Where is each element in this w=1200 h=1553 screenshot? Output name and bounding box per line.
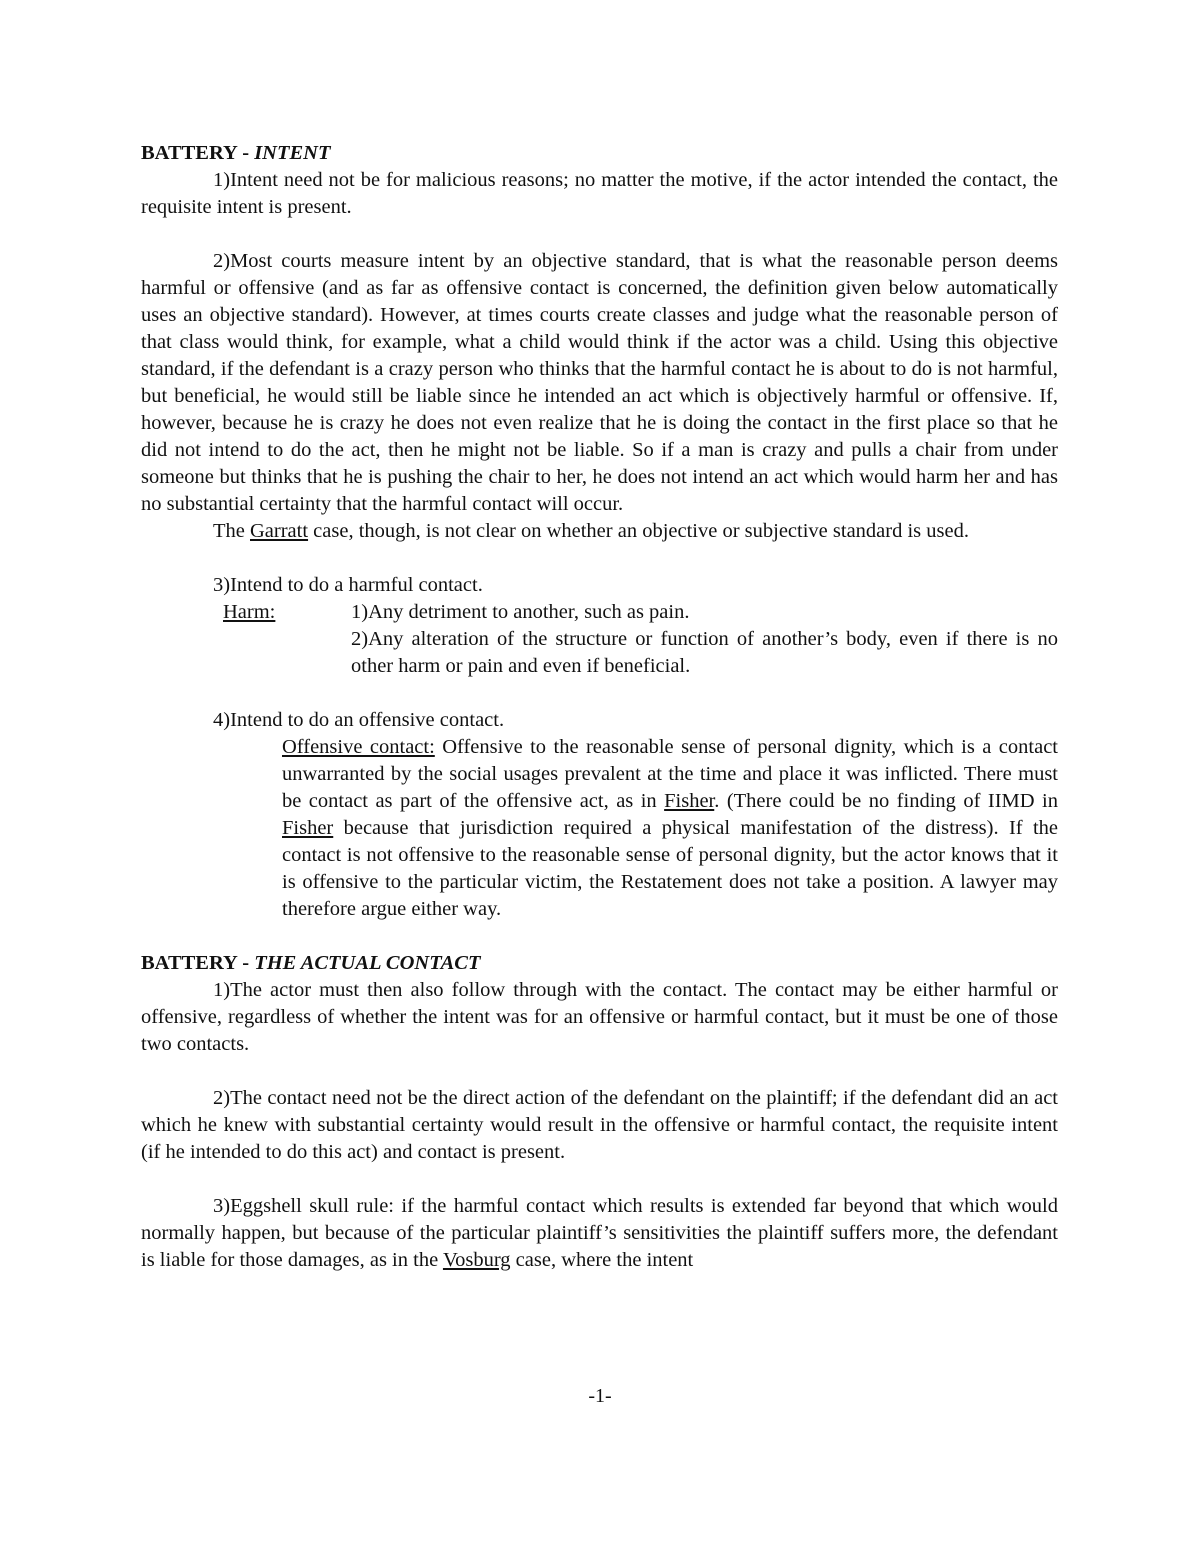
harm-definition-row-1 (141, 599, 1058, 626)
paragraph-contact-2: 2)The contact need not be the direct action of the defendant on the plaintiff; if the defendant did an act which he knew with substantial certainty would result in the offensive or harmful contact, the requisite intent (if he intended to do this act) and contact is present. (141, 1087, 1058, 1163)
harm-definition-1: 1)Any detriment to another, such as pain. (351, 601, 690, 623)
paragraph-intent-2: 2)Most courts measure intent by an objective standard, that is what the reasonable person deems harmful or offensive (and as far as offensive contact is concerned, the definition given below automatically uses an objective standard). However, at times courts create classes and judge what the reasonable person of that class would think, for example, what a child would think if the actor was a child. Using this objective standard, if the defendant is a crazy person who thinks that the harmful contact he is about to do is not harmful, but beneficial, he would still be liable since he intended an act which is objectively harmful or offensive. If, however, because he is crazy he does not even realize that he is doing the contact in the first place so that he did not intend to do the act, then he might not be liable. So if a man is crazy and pulls a chair from under someone but thinks that he is pushing the chair to her, he does not intend an act which would harm her and has no substantial certainty that the harmful contact will occur. (141, 250, 1058, 515)
paragraph-garratt: The Garratt case, though, is not clear on whether an objective or subjective standard is used. (213, 520, 969, 542)
paragraph-intent-4: 4)Intend to do an offensive contact. (213, 709, 505, 731)
document-body (141, 140, 1058, 1274)
case-name-fisher: Fisher (664, 790, 715, 812)
paragraph-eggshell: 3)Eggshell skull rule: if the harmful contact which results is extended far beyond that which would normally happen, but because of the particular plaintiff’s sensitivities the plaintiff suffers more, the defendant is liable for those damages, as in the Vosburg case, where the intent (141, 1195, 1058, 1271)
case-name-fisher-2: Fisher (282, 817, 334, 839)
offensive-contact-definition: Offensive contact: Offensive to the reasonable sense of personal dignity, which is a contact unwarranted by the social usages prevalent at the time and place it was inflicted. There must be contact as part of the offensive act, as in Fisher. (There could be no finding of IIMD in Fisher because that jurisdiction required a physical manifestation of the distress). If the contact is not offensive to the reasonable sense of personal dignity, but the actor knows that it is offensive to the particular victim, the Restatement does not take a position. A lawyer may therefore argue either way. (282, 736, 1058, 920)
case-name-garratt: Garratt (250, 520, 309, 542)
offensive-contact-label: Offensive contact: (282, 736, 435, 758)
section-heading-actual-contact: BATTERY - THE ACTUAL CONTACT (141, 952, 481, 974)
harm-label: Harm: (223, 601, 276, 623)
paragraph-contact-1: 1)The actor must then also follow through with the contact. The contact may be either harmful or offensive, regardless of whether the intent was for an offensive or harmful contact, but it must be one of those two contacts. (141, 979, 1058, 1055)
case-name-vosburg: Vosburg (442, 1249, 511, 1271)
paragraph-intent-1: 1)Intent need not be for malicious reasons; no matter the motive, if the actor intended the contact, the requisite intent is present. (141, 169, 1058, 218)
paragraph-intent-3: 3)Intend to do a harmful contact. (213, 574, 483, 596)
harm-definition-2: 2)Any alteration of the structure or function of another’s body, even if there is no other harm or pain and even if beneficial. (351, 628, 1058, 677)
section-heading-intent: BATTERY - INTENT (141, 142, 331, 164)
page-number: -1- (588, 1385, 612, 1407)
harm-definition-row-2 (141, 626, 1058, 680)
